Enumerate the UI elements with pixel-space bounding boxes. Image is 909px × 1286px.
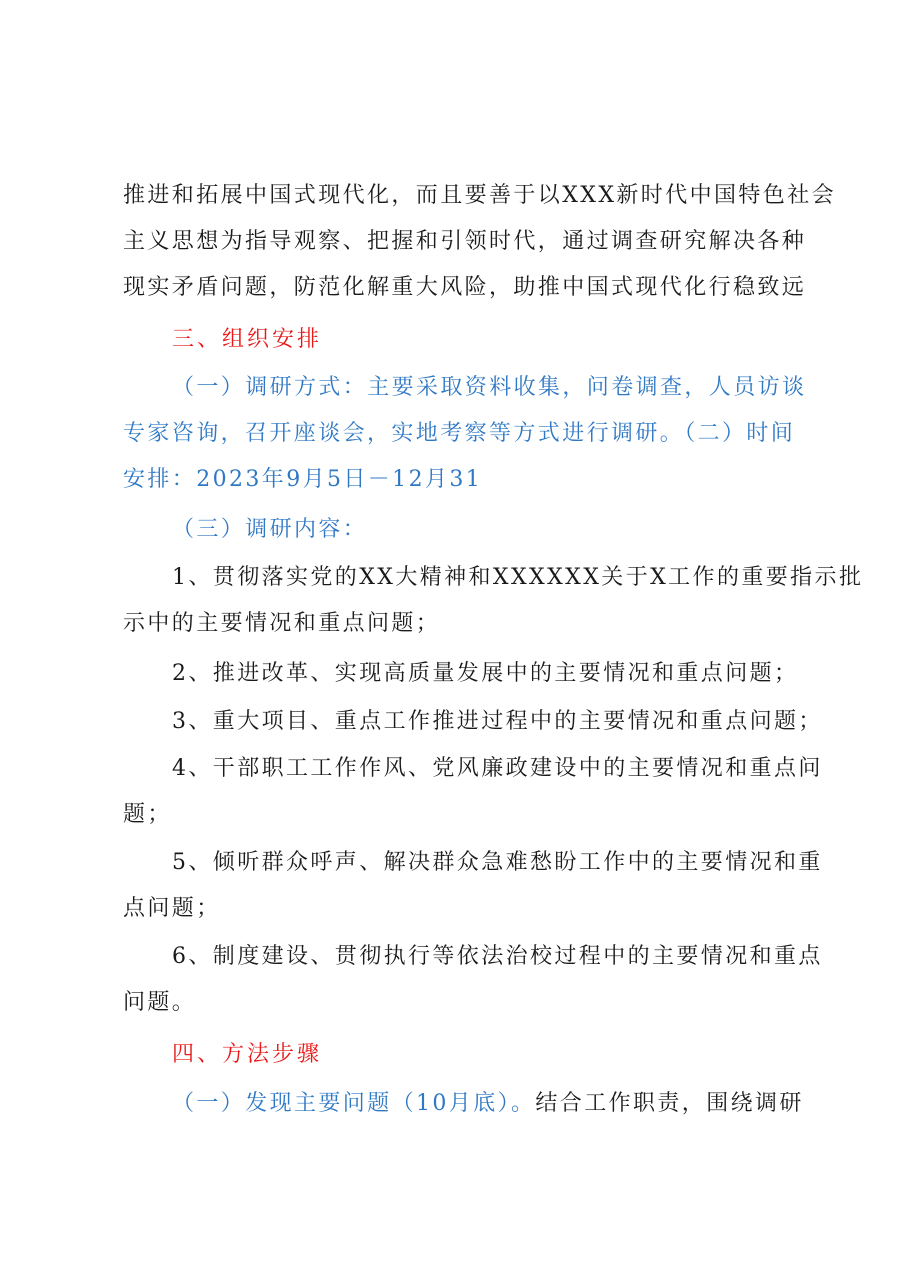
list-item: 问题。 xyxy=(123,990,197,1015)
intro-line-1: 推进和拓展中国式现代化，而且要善于以XXX新时代中国特色社会 xyxy=(123,183,836,208)
list-item: 题； xyxy=(123,802,172,827)
method-line-3: 安排：2023年9月5日－12月31 xyxy=(123,467,483,492)
content-heading: （三）调研内容： xyxy=(172,517,368,542)
method-line-2: 专家咨询，召开座谈会，实地考察等方式进行调研。（二）时间 xyxy=(123,421,796,446)
list-item: 5、倾听群众呼声、解决群众急难愁盼工作中的主要情况和重 xyxy=(172,850,823,875)
section-4-heading: 四、方法步骤 xyxy=(172,1042,323,1067)
list-item: 点问题； xyxy=(123,896,221,921)
intro-line-2: 主义思想为指导观察、把握和引领时代，通过调查研究解决各种 xyxy=(123,229,807,254)
intro-line-3: 现实矛盾问题，防范化解重大风险，助推中国式现代化行稳致远 xyxy=(123,275,807,300)
list-item: 3、重大项目、重点工作推进过程中的主要情况和重点问题； xyxy=(172,709,823,734)
list-item: 1、贯彻落实党的XX大精神和XXXXXX关于X工作的重要指示批 xyxy=(172,565,864,590)
section-3-heading: 三、组织安排 xyxy=(172,327,323,352)
step-1-text: 结合工作职责，围绕调研 xyxy=(535,1091,804,1116)
step-1-line xyxy=(172,1089,872,1119)
list-item: 6、制度建设、贯彻执行等依法治校过程中的主要情况和重点 xyxy=(172,944,823,969)
method-line-1: （一）调研方式：主要采取资料收集，问卷调查，人员访谈 xyxy=(172,375,807,400)
list-item: 4、干部职工工作作风、党风廉政建设中的主要情况和重点问 xyxy=(172,756,823,781)
list-item: 示中的主要情况和重点问题； xyxy=(123,611,441,636)
list-item: 2、推进改革、实现高质量发展中的主要情况和重点问题； xyxy=(172,661,799,686)
step-1-label: （一）发现主要问题（10月底）。 xyxy=(172,1091,536,1116)
